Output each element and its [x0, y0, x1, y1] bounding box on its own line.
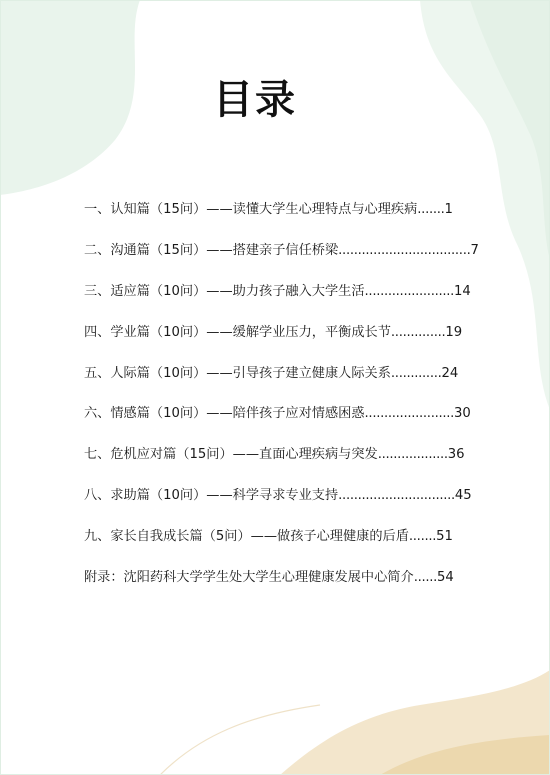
- toc-page-number: 36: [447, 447, 465, 463]
- toc-item-3[interactable]: [84, 282, 471, 302]
- toc-item-title: 八、求助篇（10问）——科学寻求专业支持: [84, 488, 339, 504]
- toc-leader-dots: ..............: [390, 324, 446, 340]
- toc-item-title: 七、危机应对篇（15问）——直面心理疾病与突发: [84, 447, 378, 463]
- toc-item-title: 附录：沈阳药科大学学生处大学生心理健康发展中心简介: [84, 570, 414, 586]
- toc-page-number: 24: [441, 365, 459, 381]
- toc-item-9[interactable]: [84, 527, 464, 547]
- toc-page-number: 45: [454, 488, 472, 504]
- page-title: 目录: [213, 77, 297, 123]
- toc-item-4[interactable]: [84, 323, 464, 343]
- toc-leader-dots: ..............................: [338, 488, 455, 504]
- toc-item-title: 五、人际篇（10问）——引导孩子建立健康人际关系: [84, 365, 391, 381]
- toc-item-title: 九、家长自我成长篇（5问）——做孩子心理健康的后盾: [84, 529, 409, 545]
- toc-leader-dots: ......: [413, 570, 438, 586]
- toc-item-2[interactable]: [84, 241, 479, 261]
- toc-item-title: 六、情感篇（10问）——陪伴孩子应对情感困惑: [84, 406, 365, 422]
- toc-leader-dots: ..................: [377, 447, 448, 463]
- toc-item-5[interactable]: [84, 364, 464, 384]
- toc-item-7[interactable]: [84, 445, 464, 465]
- toc-page-number: 7: [470, 242, 479, 258]
- toc-item-1[interactable]: [84, 200, 464, 220]
- toc-item-8[interactable]: [84, 486, 472, 506]
- toc-leader-dots: ..................................: [338, 242, 471, 258]
- toc-item-title: 二、沟通篇（15问）——搭建亲子信任桥梁: [84, 242, 339, 258]
- toc-item-title: 一、认知篇（15问）——读懂大学生心理特点与心理疾病: [84, 202, 418, 217]
- toc-page-number: 51: [436, 529, 453, 545]
- toc-leader-dots: .......................: [364, 406, 455, 422]
- toc-item-appendix[interactable]: [84, 568, 464, 588]
- toc-page-number: 19: [445, 324, 463, 340]
- toc-leader-dots: .......................: [364, 283, 455, 299]
- toc-page-number: 54: [437, 570, 454, 586]
- toc-page-number: 14: [454, 283, 471, 299]
- toc-leader-dots: .......: [417, 202, 445, 217]
- toc-page-number: 30: [454, 406, 471, 422]
- table-of-contents: [84, 200, 479, 609]
- toc-page-number: 1: [444, 202, 453, 217]
- toc-item-6[interactable]: [84, 404, 471, 424]
- toc-item-title: 三、适应篇（10问）——助力孩子融入大学生活: [84, 283, 365, 299]
- toc-leader-dots: .............: [390, 365, 442, 381]
- toc-leader-dots: .......: [408, 529, 437, 545]
- toc-item-title: 四、学业篇（10问）——缓解学业压力，平衡成长节: [84, 324, 391, 340]
